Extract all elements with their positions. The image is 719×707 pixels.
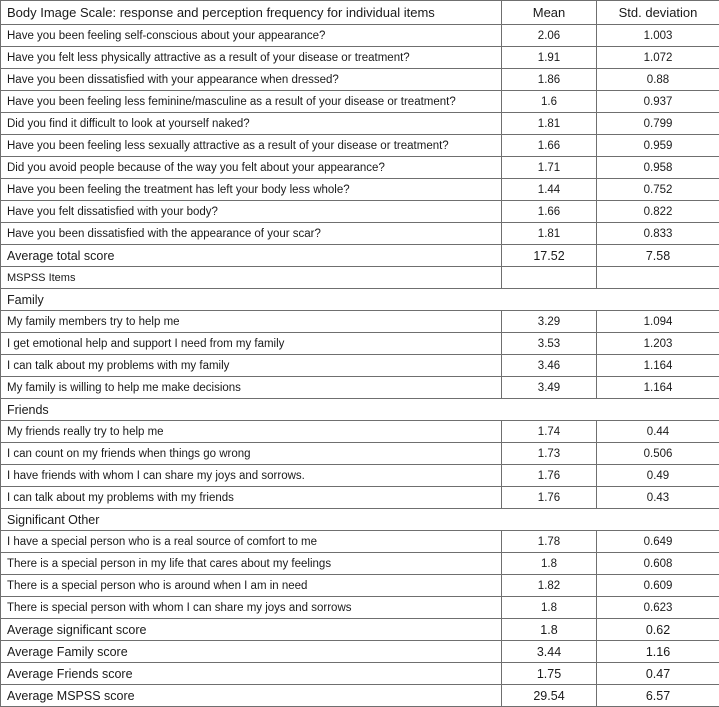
item-label: There is special person with whom I can share my joys and sorrows [1,597,502,619]
table-row [1,223,719,245]
average-label: Average Friends score [1,663,502,685]
average-mean: 1.8 [502,619,597,641]
item-label: Did you avoid people because of the way you felt about your appearance? [1,157,502,179]
section-row-significant-other [1,509,719,531]
item-sd: 0.822 [597,201,719,223]
item-mean: 1.91 [502,47,597,69]
item-label: I can count on my friends when things go wrong [1,443,502,465]
item-label: I have friends with whom I can share my joys and sorrows. [1,465,502,487]
item-mean: 3.29 [502,311,597,333]
mspss-items-row [1,267,719,289]
average-total-label: Average total score [1,245,502,267]
item-label: Have you felt dissatisfied with your body? [1,201,502,223]
average-mean: 1.75 [502,663,597,685]
item-sd: 1.164 [597,377,719,399]
section-label-family: Family [1,289,502,311]
average-total-sd: 7.58 [597,245,719,267]
average-significant-row [1,619,719,641]
item-sd: 1.072 [597,47,719,69]
item-sd: 0.609 [597,575,719,597]
item-sd: 1.003 [597,25,719,47]
table-row [1,487,719,509]
average-friends-row [1,663,719,685]
item-mean: 1.8 [502,553,597,575]
table-row [1,421,719,443]
section-row-family [1,289,719,311]
table-row [1,597,719,619]
item-mean: 1.66 [502,135,597,157]
item-sd: 0.43 [597,487,719,509]
item-label: There is a special person in my life that cares about my feelings [1,553,502,575]
empty-cell [502,509,597,531]
table-row [1,179,719,201]
item-mean: 2.06 [502,25,597,47]
item-mean: 1.6 [502,91,597,113]
item-label: Have you felt less physically attractive as a result of your disease or treatment? [1,47,502,69]
table-row [1,25,719,47]
item-sd: 1.164 [597,355,719,377]
item-label: There is a special person who is around when I am in need [1,575,502,597]
average-mean: 3.44 [502,641,597,663]
item-mean: 3.46 [502,355,597,377]
item-label: Have you been feeling the treatment has left your body less whole? [1,179,502,201]
item-sd: 0.959 [597,135,719,157]
item-sd: 0.649 [597,531,719,553]
average-mean: 29.54 [502,685,597,707]
item-mean: 3.49 [502,377,597,399]
item-label: Have you been dissatisfied with the appearance of your scar? [1,223,502,245]
item-mean: 1.81 [502,113,597,135]
item-sd: 0.623 [597,597,719,619]
item-mean: 1.8 [502,597,597,619]
table-row [1,135,719,157]
item-label: Have you been dissatisfied with your appearance when dressed? [1,69,502,91]
empty-cell [502,399,597,421]
item-sd: 0.506 [597,443,719,465]
item-mean: 1.73 [502,443,597,465]
item-sd: 0.608 [597,553,719,575]
average-sd: 1.16 [597,641,719,663]
average-mspss-row [1,685,719,707]
item-sd: 1.094 [597,311,719,333]
table-row [1,333,719,355]
item-label: I get emotional help and support I need from my family [1,333,502,355]
item-label: My family members try to help me [1,311,502,333]
item-label: I have a special person who is a real source of comfort to me [1,531,502,553]
empty-cell [597,267,719,289]
item-label: My family is willing to help me make decisions [1,377,502,399]
item-sd: 0.799 [597,113,719,135]
item-sd: 0.44 [597,421,719,443]
item-mean: 1.66 [502,201,597,223]
table-row [1,69,719,91]
item-sd: 1.203 [597,333,719,355]
item-sd: 0.752 [597,179,719,201]
section-label-friends: Friends [1,399,502,421]
item-mean: 1.82 [502,575,597,597]
item-label: Have you been feeling less sexually attractive as a result of your disease or treatment? [1,135,502,157]
item-mean: 1.44 [502,179,597,201]
table-row [1,443,719,465]
table-row [1,91,719,113]
item-mean: 1.76 [502,487,597,509]
empty-cell [597,509,719,531]
average-sd: 6.57 [597,685,719,707]
table-row [1,377,719,399]
table-title: Body Image Scale: response and perception frequency for individual items [1,1,502,25]
mean-column-header: Mean [502,1,597,25]
average-label: Average MSPSS score [1,685,502,707]
sd-column-header: Std. deviation [597,1,719,25]
mspss-items-label: MSPSS Items [1,267,502,289]
item-label: Have you been feeling self-conscious about your appearance? [1,25,502,47]
item-sd: 0.49 [597,465,719,487]
item-mean: 1.81 [502,223,597,245]
empty-cell [597,399,719,421]
item-mean: 3.53 [502,333,597,355]
item-label: I can talk about my problems with my friends [1,487,502,509]
section-label-significant-other: Significant Other [1,509,502,531]
item-label: Have you been feeling less feminine/masculine as a result of your disease or treatment? [1,91,502,113]
average-total-mean: 17.52 [502,245,597,267]
item-label: My friends really try to help me [1,421,502,443]
table-header-row [1,1,719,25]
table-row [1,465,719,487]
item-mean: 1.76 [502,465,597,487]
section-row-friends [1,399,719,421]
item-label: I can talk about my problems with my family [1,355,502,377]
table-row [1,157,719,179]
item-mean: 1.78 [502,531,597,553]
item-mean: 1.86 [502,69,597,91]
item-mean: 1.71 [502,157,597,179]
item-sd: 0.88 [597,69,719,91]
table-row [1,201,719,223]
average-total-row [1,245,719,267]
item-label: Did you find it difficult to look at yourself naked? [1,113,502,135]
average-sd: 0.47 [597,663,719,685]
table-row [1,575,719,597]
average-sd: 0.62 [597,619,719,641]
empty-cell [597,289,719,311]
empty-cell [502,267,597,289]
table-row [1,355,719,377]
empty-cell [502,289,597,311]
table-row [1,113,719,135]
item-mean: 1.74 [502,421,597,443]
item-sd: 0.833 [597,223,719,245]
item-sd: 0.937 [597,91,719,113]
item-sd: 0.958 [597,157,719,179]
table-row [1,531,719,553]
average-label: Average significant score [1,619,502,641]
table-row [1,47,719,69]
average-label: Average Family score [1,641,502,663]
table-row [1,553,719,575]
average-family-row [1,641,719,663]
table-row [1,311,719,333]
